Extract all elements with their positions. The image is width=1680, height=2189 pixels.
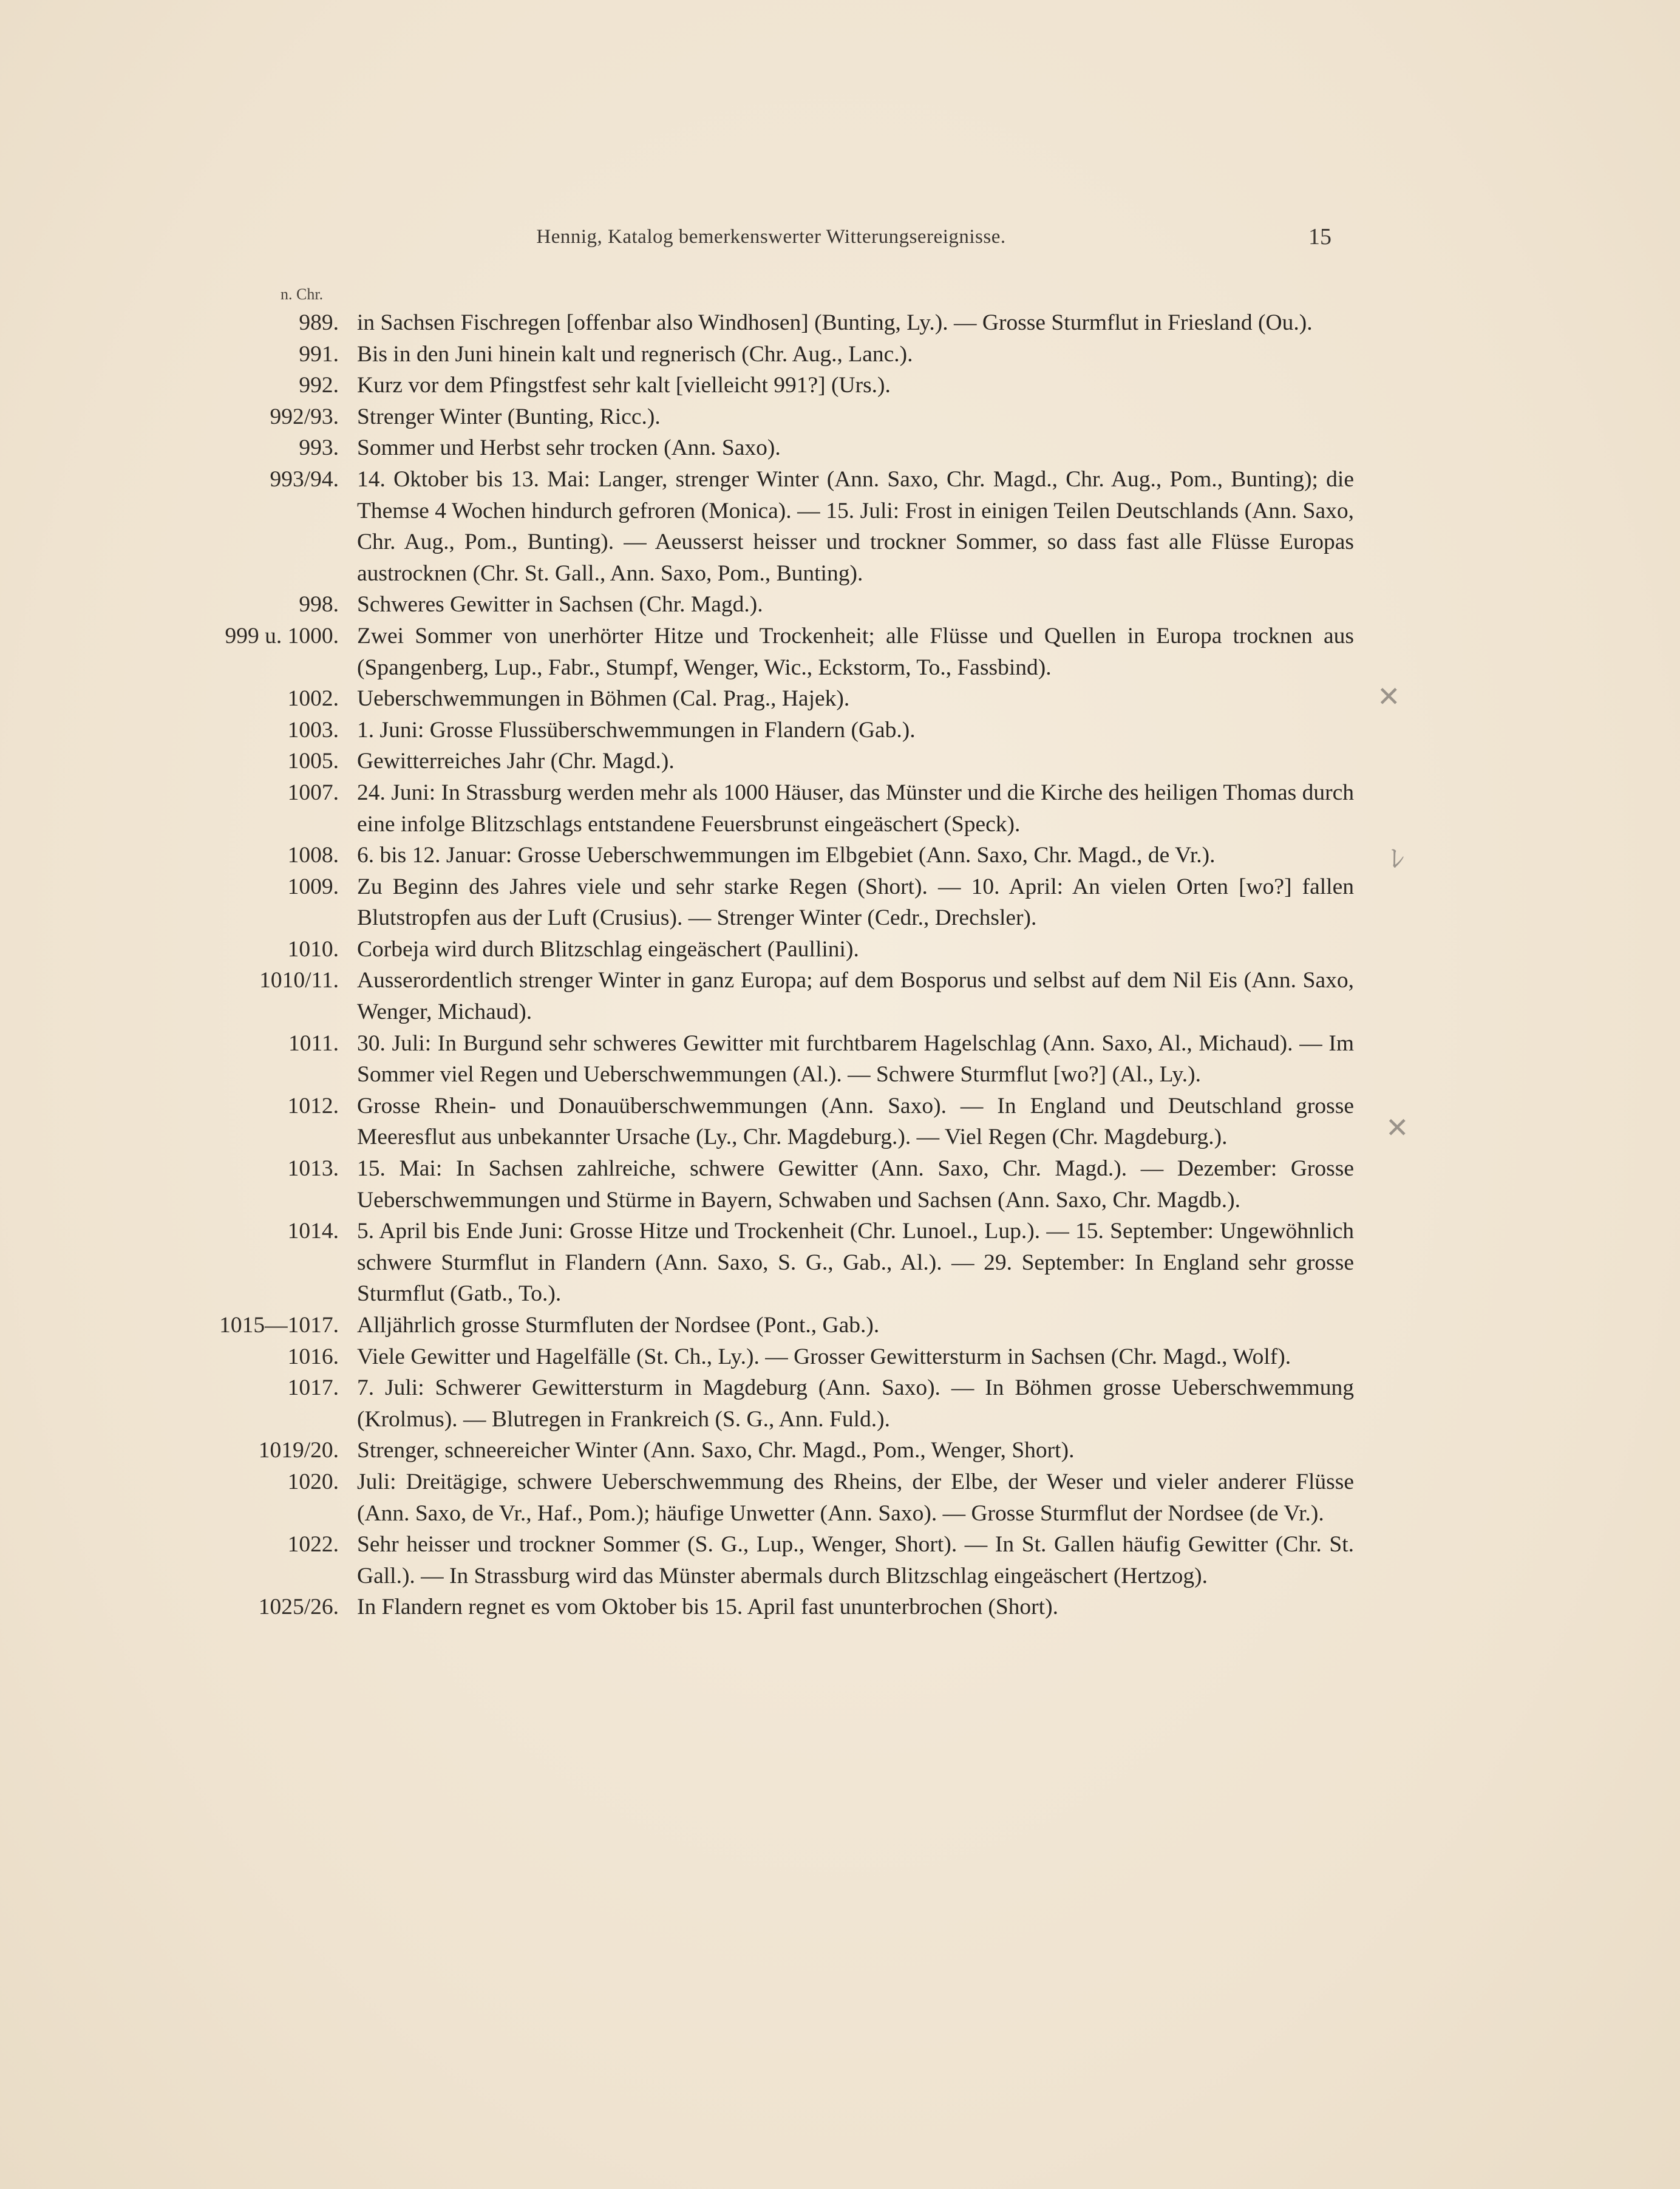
entry (182, 401, 1354, 433)
entry (182, 871, 1354, 934)
entry-year: 1005. (287, 749, 339, 774)
entry-year: 989. (299, 310, 339, 335)
entry (182, 1435, 1354, 1466)
entry-text: Viele Gewitter und Hagelfälle (St. Ch., Ly.). — Grosser Gewittersturm in Sachsen (Chr. Magd., Wolf). (357, 1344, 1291, 1369)
entry-year: 992/93. (270, 404, 339, 429)
entry-year: 992. (299, 373, 339, 398)
entry-text: Corbeja wird durch Blitzschlag eingeäschert (Paullini). (357, 936, 859, 962)
entry-text: Alljährlich grosse Sturmfluten der Nordsee (Pont., Gab.). (357, 1313, 880, 1338)
entry-text: 1. Juni: Grosse Flussüberschwemmungen in Flandern (Gab.). (357, 717, 916, 743)
entry (182, 1592, 1354, 1623)
entry-text: 30. Juli: In Burgund sehr schweres Gewitter mit furchtbarem Hagelschlag (Ann. Saxo, Al., Michaud). — Im Sommer viel Regen und Ueberschwemmungen (Al.). — Schwere Sturmflut [wo?] (Al., Ly.). (357, 1030, 1354, 1088)
entry (182, 307, 1354, 339)
entry (182, 339, 1354, 370)
entry-text: Strenger, schneereicher Winter (Ann. Saxo, Chr. Magd., Pom., Wenger, Short). (357, 1438, 1075, 1463)
entry-text: 7. Juli: Schwerer Gewittersturm in Magdeburg (Ann. Saxo). — In Böhmen grosse Ueberschwemmung (Krolmus). — Blutregen in Frankreich (S. G., Ann. Fuld.). (357, 1375, 1354, 1432)
entry-year: 1007. (287, 780, 339, 805)
entry-text: In Flandern regnet es vom Oktober bis 15. April fast ununterbrochen (Short). (357, 1595, 1058, 1620)
entry (182, 1341, 1354, 1373)
entry-text: Gewitterreiches Jahr (Chr. Magd.). (357, 749, 675, 774)
entry-year: 1008. (287, 843, 339, 868)
entry-text: Zu Beginn des Jahres viele und sehr starke Regen (Short). — 10. April: An vielen Orten [wo?] fallen Blutstropfen aus der Luft (Crusius). — Strenger Winter (Cedr., Drechsler). (357, 874, 1354, 931)
entry (182, 370, 1354, 401)
entry-text: Bis in den Juni hinein kalt und regnerisch (Chr. Aug., Lanc.). (357, 341, 913, 367)
entry-year: 1016. (287, 1344, 339, 1369)
entry-text: Ausserordentlich strenger Winter in ganz Europa; auf dem Bosporus und selbst auf dem Nil Eis (Ann. Saxo, Wenger, Michaud). (357, 968, 1354, 1025)
entry-text: 14. Oktober bis 13. Mai: Langer, strenger Winter (Ann. Saxo, Chr. Magd., Chr. Aug., Pom., Bunting); die Themse 4 Wochen hindurch gefroren (Monica). — 15. Juli: Frost in einigen Teilen Deutschlands (Ann. Saxo, Chr. Aug., Pom., Bunting). — Aeusserst heisser und trockner Sommer, so dass fast alle Flüsse Europas austrocknen (Chr. St. Gall., Ann. Saxo, Pom., Bunting). (357, 466, 1354, 586)
entry-text: 6. bis 12. Januar: Grosse Ueberschwemmungen im Elbgebiet (Ann. Saxo, Chr. Magd., de Vr.). (357, 843, 1216, 868)
entry-text: 15. Mai: In Sachsen zahlreiche, schwere Gewitter (Ann. Saxo, Chr. Magd.). — Dezember: Grosse Ueberschwemmungen und Stürme in Bayern, Schwaben und Sachsen (Ann. Saxo, Chr. Magdb.). (357, 1156, 1354, 1213)
entry-text: Kurz vor dem Pfingstfest sehr kalt [vielleicht 991?] (Urs.). (357, 373, 891, 398)
entry (182, 464, 1354, 589)
entry (182, 965, 1354, 1027)
entry-year: 1015—1017. (219, 1313, 339, 1338)
entry-year: 993/94. (270, 466, 339, 492)
entry-text: Sommer und Herbst sehr trocken (Ann. Saxo). (357, 435, 781, 461)
entry-year: 991. (299, 341, 339, 367)
pencil-cross-mark-icon: ✕ (1377, 680, 1401, 713)
entry (182, 1529, 1354, 1592)
pencil-cross-mark-icon: ✕ (1386, 1111, 1409, 1144)
entry (182, 934, 1354, 965)
entry-year: 1014. (287, 1219, 339, 1244)
entry-year: 1025/26. (258, 1595, 339, 1620)
entry (182, 432, 1354, 464)
entry-text: 24. Juni: In Strassburg werden mehr als 1000 Häuser, das Münster und die Kirche des heiligen Thomas durch eine infolge Blitzschlags entstandene Feuersbrunst eingeäschert (Speck). (357, 780, 1354, 837)
entry-text: Strenger Winter (Bunting, Ricc.). (357, 404, 661, 429)
page-number: 15 (1308, 224, 1331, 250)
entry-text: in Sachsen Fischregen [offenbar also Windhosen] (Bunting, Ly.). — Grosse Sturmflut in Friesland (Ou.). (357, 310, 1313, 335)
entry (182, 1310, 1354, 1341)
entry-text: 5. April bis Ende Juni: Grosse Hitze und Trockenheit (Chr. Lunoel., Lup.). — 15. September: Ungewöhnlich schwere Sturmflut in Flandern (Ann. Saxo, S. G., Gab., Al.). — 29. September: In England sehr grosse Sturmflut (Gatb., To.). (357, 1219, 1354, 1307)
entry (182, 683, 1354, 715)
entry (182, 777, 1354, 840)
entry-text: Sehr heisser und trockner Sommer (S. G., Lup., Wenger, Short). — In St. Gallen häufig Gewitter (Chr. St. Gall.). — In Strassburg wird das Münster abermals durch Blitzschlag eingeäschert (Hertzog). (357, 1532, 1354, 1588)
entry-year: 1010/11. (259, 968, 339, 993)
entry-year: 998. (299, 592, 339, 618)
entry-text: Grosse Rhein- und Donauüberschwemmungen (Ann. Saxo). — In England und Deutschland grosse Meeresflut aus unbekannter Ursache (Ly., Chr. Magdeburg.). — Viel Regen (Chr. Magdeburg.). (357, 1093, 1354, 1150)
era-label: n. Chr. (281, 285, 324, 303)
entry-year: 1013. (287, 1156, 339, 1182)
entry-text: Juli: Dreitägige, schwere Ueberschwemmung des Rheins, der Elbe, der Weser und vieler anderer Flüsse (Ann. Saxo, de Vr., Haf., Pom.); häufige Unwetter (Ann. Saxo). — Grosse Sturmflut der Nordsee (de Vr.). (357, 1469, 1354, 1526)
entry-year: 993. (299, 435, 339, 461)
entry (182, 840, 1354, 871)
entry (182, 715, 1354, 746)
entry (182, 1091, 1354, 1153)
entry (182, 746, 1354, 777)
entry-year: 1010. (287, 936, 339, 962)
entry (182, 1372, 1354, 1435)
pencil-tick-mark-icon: ﾚ (1390, 842, 1404, 875)
entry-year: 1012. (287, 1093, 339, 1118)
entry (182, 589, 1354, 621)
entry (182, 1466, 1354, 1529)
entry-text: Ueberschwemmungen in Böhmen (Cal. Prag., Hajek). (357, 686, 850, 712)
entry-year: 1009. (287, 874, 339, 899)
entry-year: 1002. (287, 686, 339, 712)
entry (182, 1028, 1354, 1091)
entry (182, 1216, 1354, 1310)
entry (182, 1153, 1354, 1216)
entry-list (182, 307, 1354, 1623)
entry (182, 621, 1354, 683)
entry-year: 1011. (288, 1030, 339, 1056)
entry-text: Schweres Gewitter in Sachsen (Chr. Magd.). (357, 592, 763, 618)
entry-year: 1019/20. (258, 1438, 339, 1463)
entry-year: 1003. (287, 717, 339, 743)
entry-text: Zwei Sommer von unerhörter Hitze und Trockenheit; alle Flüsse und Quellen in Europa trocknen aus (Spangenberg, Lup., Fabr., Stumpf, Wenger, Wic., Eckstorm, To., Fassbind). (357, 623, 1354, 680)
entry-year: 999 u. 1000. (225, 623, 339, 649)
entry-year: 1022. (287, 1532, 339, 1557)
entry-year: 1020. (287, 1469, 339, 1494)
entry-year: 1017. (287, 1375, 339, 1401)
running-head: Hennig, Katalog bemerkenswerter Witterungsereignisse. (536, 226, 1006, 248)
